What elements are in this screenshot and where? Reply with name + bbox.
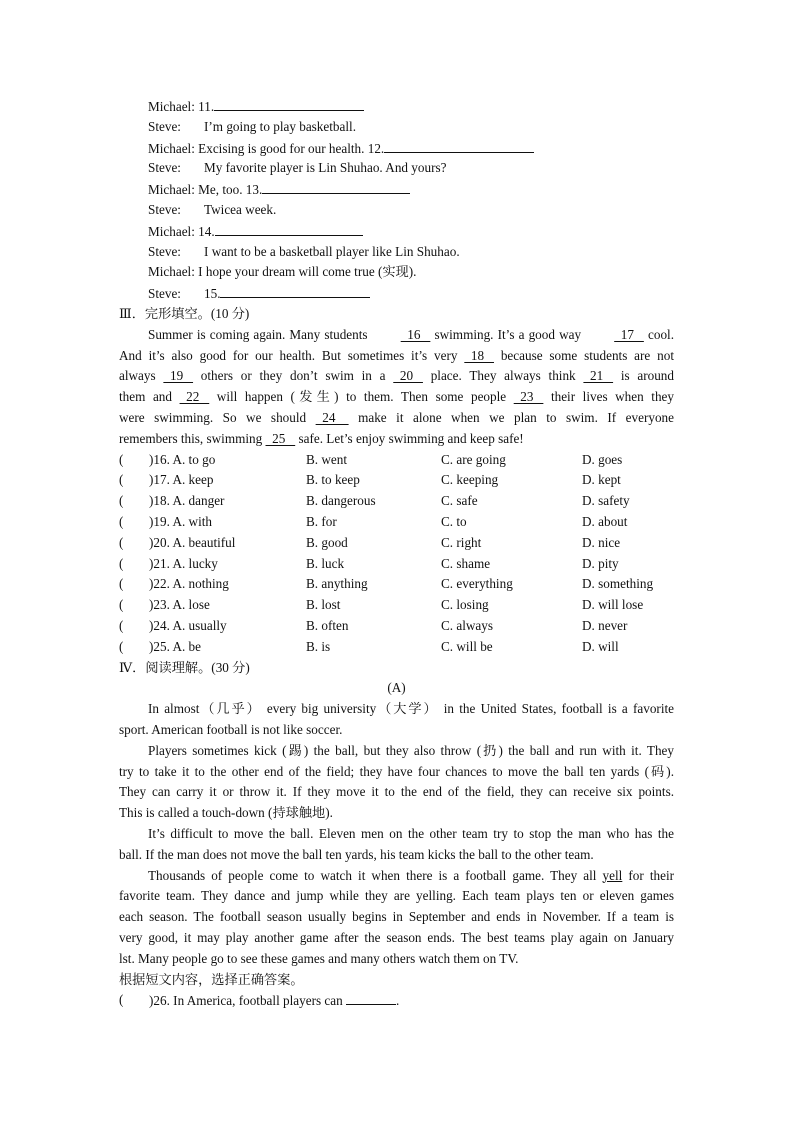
option-d: D. pity <box>582 555 619 571</box>
question-end: . <box>396 993 400 1009</box>
question-row <box>119 533 674 554</box>
passage-line <box>119 782 674 803</box>
cloze-text: safe. Let’s enjoy swimming and keep safe! <box>295 430 524 446</box>
passage-text: very good, it may play another game after the season ends. The best teams play again on January <box>119 930 674 945</box>
question-row <box>119 637 674 658</box>
passage-text: for their <box>622 867 675 883</box>
option-c: C. will be <box>441 638 493 654</box>
passage-line <box>119 928 674 949</box>
cloze-text: always <box>119 368 164 384</box>
cloze-blank: 18 <box>464 347 494 363</box>
option-b: B. good <box>306 534 348 550</box>
dialogue-text: Twicea week. <box>204 202 277 217</box>
option-a: )20. A. beautiful <box>149 534 236 550</box>
option-c: C. to <box>441 514 467 529</box>
option-b: B. went <box>306 451 348 467</box>
passage-line <box>119 866 674 887</box>
passage-text: They can carry it or throw it. If they move it to the end of the field, they can receive six points. <box>119 784 674 800</box>
cloze-line <box>119 429 674 450</box>
question-stem: )26. In America, football players can <box>149 993 347 1009</box>
dialogue-line <box>148 221 703 242</box>
answer-paren[interactable]: ( <box>119 514 124 529</box>
passage-text: It’s difficult to move the ball. Eleven men on the other team try to stop the man who has the <box>148 826 674 841</box>
passage-text: favorite team. They dance and jump while they are yelling. Each team plays ten or eleven games <box>119 888 674 904</box>
answer-blank[interactable] <box>220 283 370 298</box>
dialogue-line <box>148 138 703 159</box>
option-a: )24. A. usually <box>149 618 227 633</box>
option-a: )17. A. keep <box>149 472 214 488</box>
answer-paren[interactable]: ( <box>119 618 124 633</box>
cloze-blank: 22 <box>179 389 210 405</box>
speaker-label: Michael: <box>148 223 195 239</box>
passage-text: sport. American football is not like soccer. <box>119 722 343 737</box>
question-row <box>119 574 674 595</box>
answer-paren[interactable]: ( <box>119 576 124 592</box>
answer-paren[interactable]: ( <box>119 534 124 550</box>
option-a: )16. A. to go <box>149 451 216 467</box>
cloze-text: And it’s also good for our health. But sometimes it’s very <box>119 347 465 363</box>
passage-text: In almost（几乎） every big university（大学） in the United States, football is a favorite <box>148 701 674 717</box>
dialogue-line <box>148 96 703 117</box>
passage-text: ball. If the man does not move the ball ten yards, his team kicks the ball to the other team. <box>119 846 594 862</box>
option-d: D. never <box>582 618 628 633</box>
option-b: B. luck <box>306 555 345 571</box>
instruction-text: 根据短文内容，选择正确答案。 <box>119 971 304 987</box>
answer-paren[interactable]: ( <box>119 992 124 1008</box>
dialogue-line <box>148 158 703 179</box>
option-b: B. to keep <box>306 472 360 488</box>
answer-paren[interactable]: ( <box>119 472 124 488</box>
question-row <box>119 990 674 1011</box>
option-b: B. dangerous <box>306 493 376 509</box>
dialogue-line <box>148 262 703 283</box>
section-heading <box>119 304 674 325</box>
cloze-text: swimming. It’s a good way <box>430 326 586 342</box>
cloze-line <box>119 366 674 387</box>
dialogue-line <box>148 179 703 200</box>
passage-line <box>119 720 674 741</box>
speaker-label: Steve: <box>148 286 181 302</box>
answer-paren[interactable]: ( <box>119 638 124 654</box>
cloze-blank: 24 <box>315 410 349 425</box>
cloze-blank: 16 <box>400 326 431 342</box>
option-a: )21. A. lucky <box>149 555 218 571</box>
option-a: )22. A. nothing <box>149 576 229 592</box>
passage-text: This is called a touch-down (持球触地). <box>119 805 333 821</box>
passage-line <box>119 845 674 866</box>
option-a: )19. A. with <box>149 514 213 529</box>
answer-blank[interactable] <box>384 138 534 153</box>
option-b: B. lost <box>306 597 341 613</box>
question-row <box>119 554 674 575</box>
speaker-label: Michael: <box>148 140 195 156</box>
speaker-label: Michael: <box>148 99 195 114</box>
passage-line <box>119 886 674 907</box>
cloze-blank: 21 <box>583 368 614 384</box>
cloze-text: is around <box>613 368 674 384</box>
section-heading <box>119 658 674 679</box>
dialogue-line <box>148 283 703 304</box>
cloze-line <box>119 408 674 429</box>
option-c: C. losing <box>441 597 489 613</box>
dialogue-line <box>148 242 703 263</box>
section-title: Ⅲ．完形填空。(10 分) <box>119 306 250 321</box>
cloze-text: remembers this, swimming <box>119 430 266 446</box>
dialogue-text: I’m going to play basketball. <box>204 118 356 134</box>
cloze-text: place. They always think <box>422 368 584 384</box>
dialogue-text: 14. <box>198 223 215 239</box>
option-c: C. keeping <box>441 472 499 488</box>
speaker-label: Steve: <box>148 243 181 259</box>
passage-text: lst. Many people go to see these games and many others watch them on TV. <box>119 950 519 966</box>
cloze-line <box>119 325 674 346</box>
passage-line <box>119 741 674 762</box>
cloze-blank: 25 <box>265 430 296 446</box>
option-b: B. for <box>306 514 337 529</box>
underlined-word: yell <box>602 867 623 883</box>
dialogue-text: 15. <box>204 286 221 302</box>
question-row <box>119 512 674 533</box>
passage-line <box>119 762 674 783</box>
section-title: Ⅳ．阅读理解。(30 分) <box>119 659 250 675</box>
option-d: D. something <box>582 576 654 592</box>
cloze-blank: 23 <box>513 389 544 405</box>
option-a: )23. A. lose <box>149 597 210 613</box>
option-d: D. goes <box>582 451 623 467</box>
answer-blank[interactable] <box>215 221 363 236</box>
question-row <box>119 616 674 637</box>
answer-blank[interactable] <box>214 96 364 111</box>
dialogue-text: Me, too. 13. <box>198 182 263 198</box>
option-b: B. is <box>306 638 331 654</box>
option-d: D. will <box>582 638 619 654</box>
cloze-text: because some students are not <box>493 347 674 363</box>
passage-label-text: (A) <box>387 680 406 696</box>
passage-line <box>119 824 674 845</box>
speaker-label: Steve: <box>148 118 181 134</box>
passage-text: Players sometimes kick (踢) the ball, but they also throw (扔) the ball and run with it. They <box>148 742 674 758</box>
dialogue-line <box>148 200 703 221</box>
speaker-label: Steve: <box>148 160 181 176</box>
cloze-text: Summer is coming again. Many students <box>148 326 372 342</box>
option-d: D. about <box>582 514 628 529</box>
answer-blank[interactable] <box>262 179 410 194</box>
cloze-blank: 19 <box>163 368 194 384</box>
answer-paren[interactable]: ( <box>119 555 124 571</box>
passage-line <box>119 803 674 824</box>
option-a: )25. A. be <box>149 638 202 654</box>
dialogue-text: I want to be a basketball player like Lin Shuhao. <box>204 243 460 259</box>
option-c: C. shame <box>441 555 491 571</box>
option-c: C. right <box>441 534 482 550</box>
option-c: C. are going <box>441 451 506 467</box>
cloze-text: others or they don’t swim in a <box>193 368 394 384</box>
question-row <box>119 450 674 471</box>
option-d: D. will lose <box>582 597 644 613</box>
speaker-label: Michael: <box>148 264 195 280</box>
question-row <box>119 491 674 512</box>
option-b: B. anything <box>306 576 368 592</box>
answer-paren[interactable]: ( <box>119 493 124 509</box>
passage-line <box>119 907 674 928</box>
answer-blank[interactable] <box>346 990 396 1005</box>
cloze-text: their lives when they <box>543 389 674 405</box>
option-c: C. safe <box>441 493 478 509</box>
passage-line <box>119 699 674 720</box>
question-text <box>149 990 399 1012</box>
option-a: )18. A. danger <box>149 493 225 509</box>
dialogue-line <box>148 117 703 138</box>
passage-line <box>119 949 674 970</box>
cloze-text: make it alone when we plan to swim. If everyone <box>348 410 674 425</box>
option-d: D. kept <box>582 472 621 488</box>
option-b: B. often <box>306 618 349 633</box>
answer-paren[interactable]: ( <box>119 451 124 467</box>
cloze-line <box>119 346 674 367</box>
dialogue-text: Excising is good for our health. 12. <box>198 140 385 156</box>
option-c: C. everything <box>441 576 513 592</box>
cloze-blank: 20 <box>393 368 423 384</box>
answer-paren[interactable]: ( <box>119 597 124 613</box>
cloze-blank: 17 <box>614 326 644 342</box>
question-row <box>119 595 674 616</box>
passage-text: Thousands of people come to watch it when there is a football game. They all <box>148 867 603 883</box>
instruction <box>119 970 674 991</box>
cloze-text: them and <box>119 389 180 405</box>
passage-text: each season. The football season usually begins in September and ends in November. If a team is <box>119 909 674 925</box>
speaker-label: Michael: <box>148 182 195 198</box>
cloze-line <box>119 387 674 408</box>
cloze-text: cool. <box>643 326 674 342</box>
option-c: C. always <box>441 618 494 633</box>
dialogue-text: I hope your dream will come true (实现). <box>198 264 417 280</box>
dialogue-text: 11. <box>198 99 215 114</box>
option-d: D. safety <box>582 493 630 509</box>
cloze-text: were swimming. So we should <box>119 410 316 425</box>
question-row <box>119 470 674 491</box>
speaker-label: Steve: <box>148 202 181 217</box>
passage-text: try to take it to the other end of the field; they have four chances to move the ball ten yards (码). <box>119 763 674 779</box>
cloze-text: will happen (发生) to them. Then some people <box>209 389 514 405</box>
passage-label <box>119 678 674 699</box>
dialogue-text: My favorite player is Lin Shuhao. And yours? <box>204 160 447 176</box>
option-d: D. nice <box>582 534 621 550</box>
